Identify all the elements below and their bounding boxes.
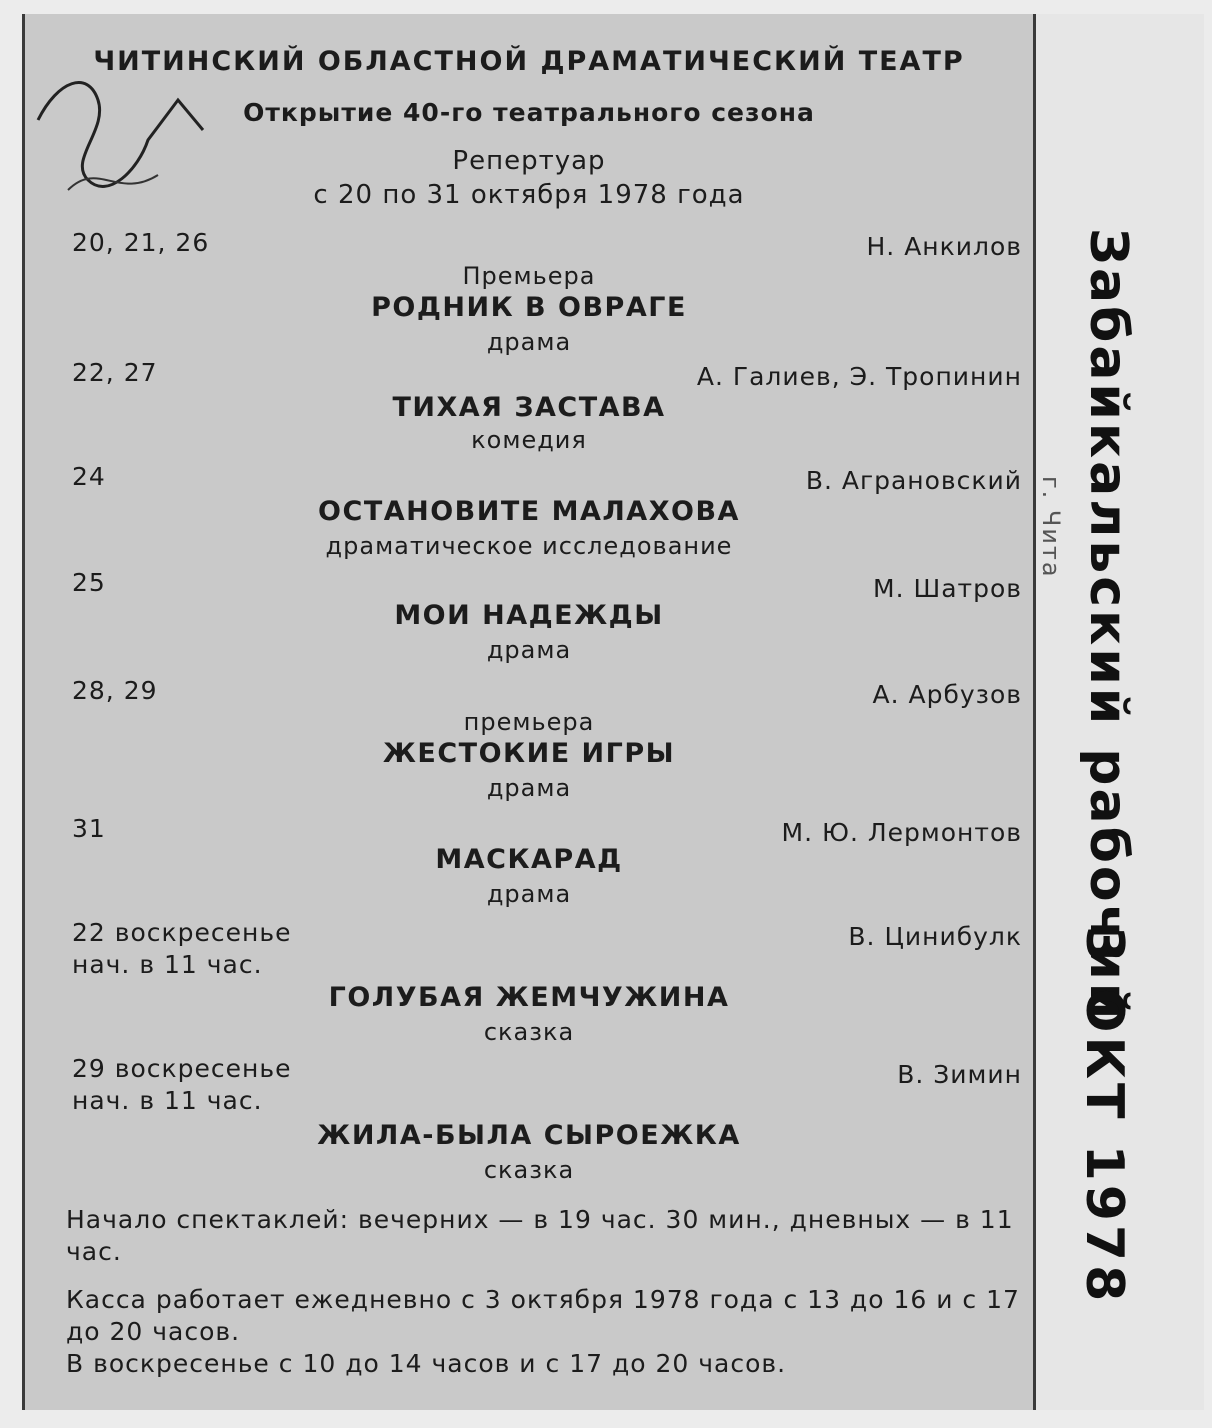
play-title: МАСКАРАД	[435, 844, 623, 875]
play-start-time: нач. в 11 час.	[72, 1086, 263, 1115]
play-title: ЖИЛА-БЫЛА СЫРОЕЖКА	[317, 1120, 741, 1151]
play-title: ЖЕСТОКИЕ ИГРЫ	[382, 738, 676, 769]
play-genre: драма	[486, 636, 572, 664]
play-author: М. Шатров	[873, 574, 1022, 603]
theatre-name: ЧИТИНСКИЙ ОБЛАСТНОЙ ДРАМАТИЧЕСКИЙ ТЕАТР	[93, 46, 965, 77]
box-office-note: Касса работает ежедневно с 3 октября 1978 года с 13 до 16 и с 17 до 20 часов.	[66, 1285, 1020, 1346]
date-stamp: 3 ОКТ 1978	[1074, 926, 1134, 1306]
play-title: МОИ НАДЕЖДЫ	[394, 600, 664, 631]
play-dates: 24	[72, 462, 106, 491]
city-stamp: г. Чита	[1037, 476, 1065, 579]
play-dates: 22 воскресенье	[72, 918, 292, 947]
play-start-time: нач. в 11 час.	[72, 950, 263, 979]
play-author: А. Галиев, Э. Тропинин	[696, 362, 1022, 391]
play-dates: 25	[72, 568, 106, 597]
premiere-label: премьера	[463, 708, 595, 736]
season-opening: Открытие 40-го театрального сезона	[243, 98, 815, 127]
play-author: А. Арбузов	[872, 680, 1022, 709]
play-author: В. Зимин	[897, 1060, 1022, 1089]
repertoire-label: Репертуар	[452, 146, 606, 176]
newspaper-name-stamp: Забайкальский рабочий	[1078, 228, 1138, 1023]
play-genre: драма	[486, 880, 572, 908]
play-author: Н. Анкилов	[866, 232, 1022, 261]
sunday-note: В воскресенье с 10 до 14 часов и с 17 до 20 часов.	[66, 1349, 787, 1378]
play-author: В. Аграновский	[805, 466, 1022, 495]
play-genre: драматическое исследование	[325, 532, 733, 560]
play-genre: комедия	[471, 426, 587, 454]
play-dates: 28, 29	[72, 676, 158, 705]
play-dates: 31	[72, 814, 106, 843]
play-dates: 29 воскресенье	[72, 1054, 292, 1083]
play-genre: драма	[486, 774, 572, 802]
premiere-label: Премьера	[462, 262, 596, 290]
play-dates: 22, 27	[72, 358, 158, 387]
play-genre: драма	[486, 328, 572, 356]
repertoire-period: с 20 по 31 октября 1978 года	[313, 180, 745, 210]
play-title: РОДНИК В ОВРАГЕ	[371, 292, 687, 323]
play-title: ГОЛУБАЯ ЖЕМЧУЖИНА	[328, 982, 730, 1013]
play-title: ТИХАЯ ЗАСТАВА	[392, 392, 666, 423]
play-genre: сказка	[483, 1018, 575, 1046]
start-times-note: Начало спектаклей: вечерних — в 19 час. 30 мин., дневных — в 11 час.	[66, 1205, 1014, 1266]
play-author: М. Ю. Лермонтов	[781, 818, 1022, 847]
play-author: В. Цинибулк	[848, 922, 1022, 951]
play-dates: 20, 21, 26	[72, 228, 210, 257]
play-genre: сказка	[483, 1156, 575, 1184]
play-title: ОСТАНОВИТЕ МАЛАХОВА	[318, 496, 740, 527]
